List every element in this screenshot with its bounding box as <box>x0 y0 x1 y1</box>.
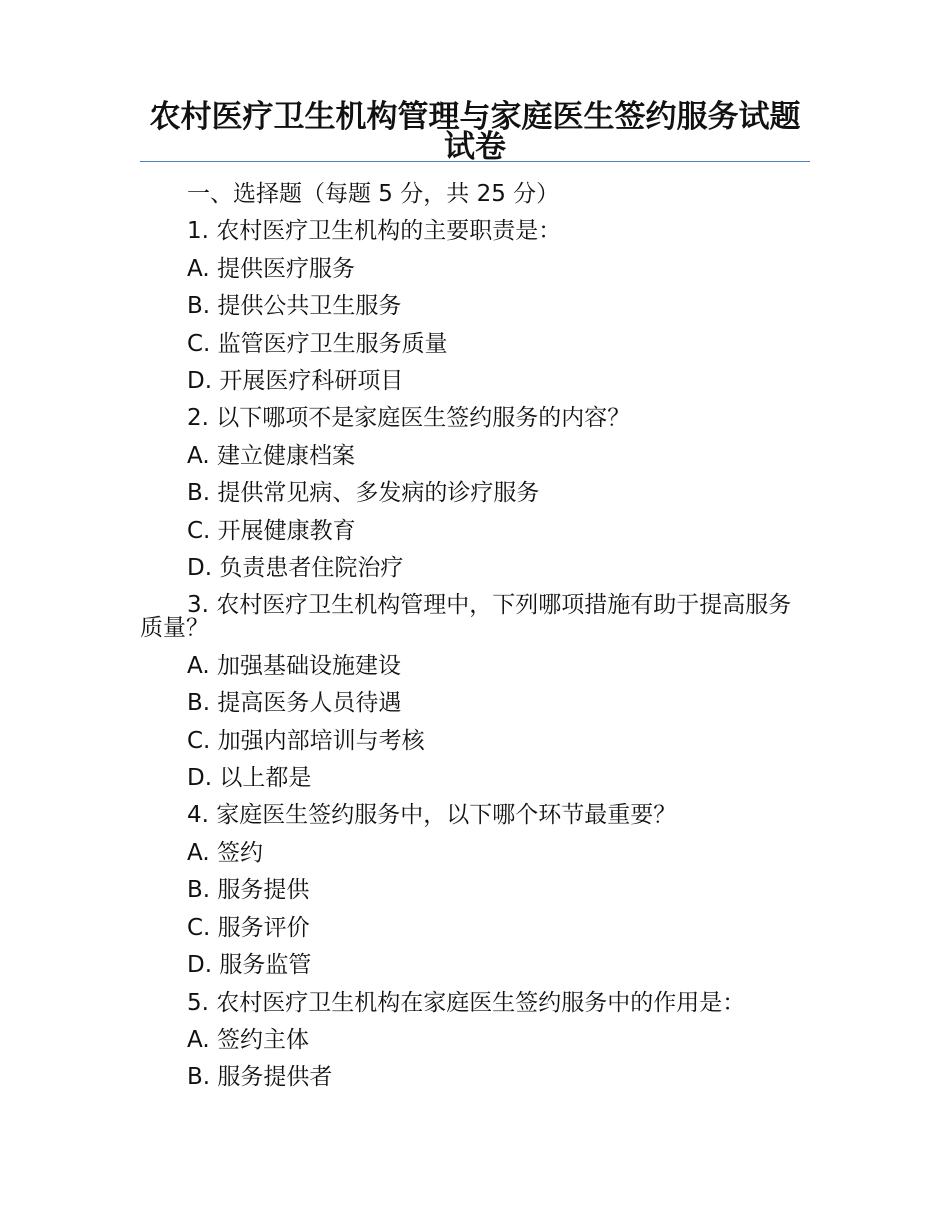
question-1-option-a: A. 提供医疗服务 <box>187 255 355 282</box>
section-heading: 一、选择题（每题 5 分，共 25 分） <box>187 181 560 207</box>
document-body <box>140 176 812 1097</box>
question-2: 2. 以下哪项不是家庭医生签约服务的内容？ <box>187 405 631 432</box>
question-5-option-b: B. 服务提供者 <box>187 1064 333 1091</box>
question-1: 1. 农村医疗卫生机构的主要职责是： <box>187 218 562 245</box>
question-2-option-a: A. 建立健康档案 <box>187 442 355 469</box>
question-4-option-c: C. 服务评价 <box>187 914 310 941</box>
question-3-option-d: D. 以上都是 <box>187 765 312 792</box>
question-3-option-a: A. 加强基础设施建设 <box>187 652 401 679</box>
question-1-option-c: C. 监管医疗卫生服务质量 <box>187 330 448 357</box>
question-1-option-b: B. 提供公共卫生服务 <box>187 293 402 320</box>
question-2-option-c: C. 开展健康教育 <box>187 517 356 544</box>
question-4-option-a: A. 签约 <box>187 839 263 866</box>
question-4-option-d: D. 服务监管 <box>187 952 312 979</box>
question-5-option-a: A. 签约主体 <box>187 1026 309 1053</box>
question-2-option-b: B. 提供常见病、多发病的诊疗服务 <box>187 480 540 507</box>
question-3-option-c: C. 加强内部培训与考核 <box>187 727 425 754</box>
question-4-option-b: B. 服务提供 <box>187 877 310 904</box>
question-5: 5. 农村医疗卫生机构在家庭医生签约服务中的作用是： <box>187 989 746 1016</box>
title-underline <box>140 161 810 162</box>
document-title: 农村医疗卫生机构管理与家庭医生签约服务试题试卷 <box>149 99 801 165</box>
question-3-option-b: B. 提高医务人员待遇 <box>187 690 402 717</box>
question-3: 3. 农村医疗卫生机构管理中，下列哪项措施有助于提高服务质量？ <box>140 592 792 642</box>
question-1-option-d: D. 开展医疗科研项目 <box>187 368 404 395</box>
question-4: 4. 家庭医生签约服务中，以下哪个环节最重要？ <box>187 802 677 829</box>
question-2-option-d: D. 负责患者住院治疗 <box>187 555 404 582</box>
